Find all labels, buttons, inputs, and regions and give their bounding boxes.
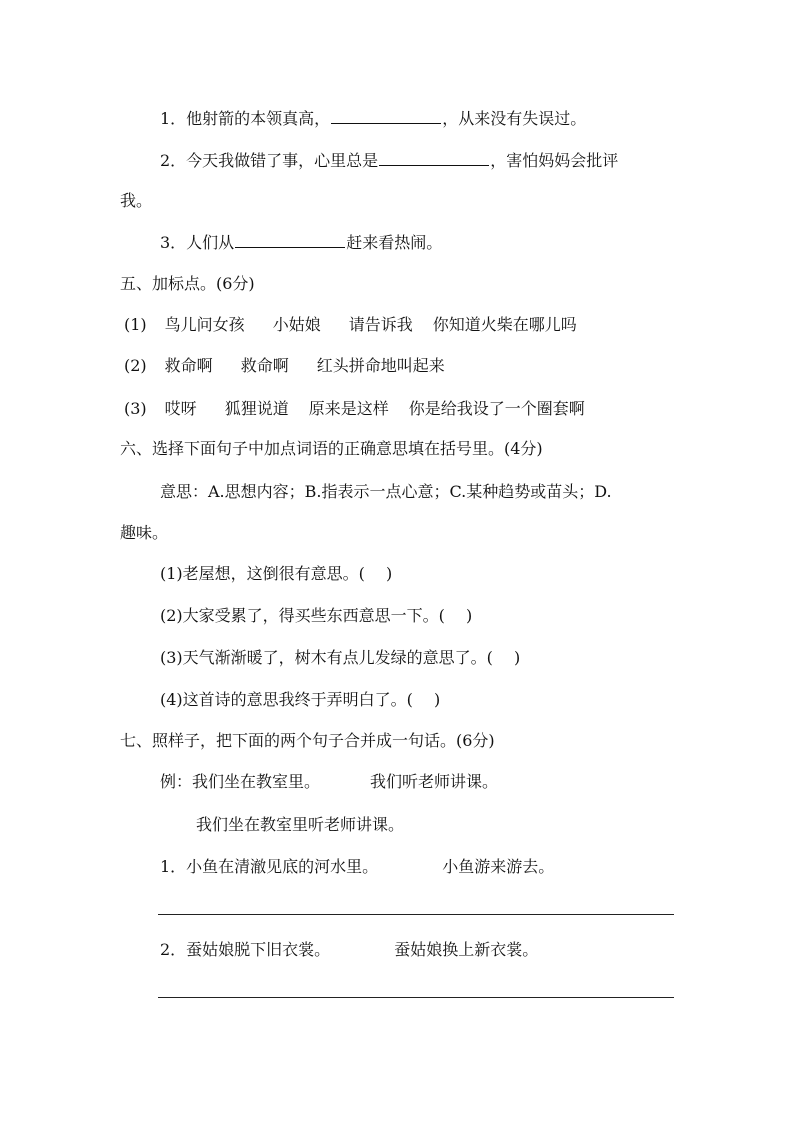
s4-q1-prefix: 1．他射箭的本领真高， <box>160 109 331 128</box>
s5-item-2-num: (2) <box>124 356 147 375</box>
s5-item-1-part: 鸟儿问女孩 <box>164 315 245 334</box>
s4-q1-suffix: ，从来没有失误过。 <box>442 109 587 128</box>
s7-heading: 七、照样子，把下面的两个句子合并成一句话。(6分) <box>120 731 495 750</box>
s5-item-2 <box>124 355 445 377</box>
s6-meanings-continuation: 趣味。 <box>120 523 169 542</box>
s6-question-1: (1)老屋想，这倒很有意思。( ) <box>160 564 393 583</box>
s4-q2-continuation: 我。 <box>120 191 153 210</box>
s7-example-result: 我们坐在教室里听老师讲课。 <box>196 815 405 834</box>
s6-question-2: (2)大家受累了，得买些东西意思一下。( ) <box>160 606 473 625</box>
s7-q2-sentence-a: 2．蚕姑娘脱下旧衣裳。 <box>160 940 331 959</box>
s5-item-3 <box>124 398 585 420</box>
s5-item-2-part: 救命啊 <box>164 356 213 375</box>
s6-heading: 六、选择下面句子中加点词语的正确意思填在括号里。(4分) <box>120 439 543 458</box>
s5-item-3-part: 狐狸说道 <box>224 399 289 418</box>
s5-item-3-part: 原来是这样 <box>308 399 389 418</box>
s4-q3-prefix: 3．人们从 <box>160 233 235 252</box>
s7-q2-answer-line[interactable] <box>158 997 674 998</box>
s4-q2-prefix: 2．今天我做错了事，心里总是 <box>160 151 379 170</box>
s5-item-2-part: 救命啊 <box>240 356 289 375</box>
s6-question-4: (4)这首诗的意思我终于弄明白了。( ) <box>160 690 441 709</box>
s5-item-1-part: 请告诉我 <box>348 315 413 334</box>
s7-question-1 <box>160 856 554 878</box>
s6-question-3: (3)天气渐渐暖了，树木有点儿发绿的意思了。( ) <box>160 648 521 667</box>
s7-example-line <box>160 771 498 793</box>
s7-example-sentence-b: 我们听老师讲课。 <box>370 772 499 791</box>
s4-q1-blank[interactable] <box>331 107 441 124</box>
s4-question-1 <box>160 107 586 130</box>
s4-q3-suffix: 赶来看热闹。 <box>346 233 443 252</box>
s4-q2-suffix: ，害怕妈妈会批评 <box>490 151 619 170</box>
s5-item-3-part: 你是给我设了一个圈套啊 <box>408 399 585 418</box>
s4-q2-blank[interactable] <box>379 149 489 166</box>
s5-item-3-num: (3) <box>124 399 147 418</box>
s7-q1-sentence-b: 小鱼游来游去。 <box>442 857 555 876</box>
s7-q1-answer-line[interactable] <box>158 914 674 915</box>
s7-example-sentence-a: 例：我们坐在教室里。 <box>160 772 321 791</box>
s7-q1-sentence-a: 1．小鱼在清澈见底的河水里。 <box>160 857 379 876</box>
s6-meanings: 意思：A.思想内容；B.指表示一点心意；C.某种趋势或苗头；D. <box>160 482 612 501</box>
s4-q3-blank[interactable] <box>235 231 345 248</box>
s4-question-3 <box>160 231 442 254</box>
s5-item-1-part: 你知道火柴在哪儿吗 <box>432 315 577 334</box>
s4-question-2 <box>160 149 618 172</box>
s5-item-2-part: 红头拼命地叫起来 <box>316 356 445 375</box>
s5-item-1-part: 小姑娘 <box>272 315 321 334</box>
s5-item-3-part: 哎呀 <box>164 399 197 418</box>
s7-q2-sentence-b: 蚕姑娘换上新衣裳。 <box>394 940 539 959</box>
s5-item-1 <box>124 314 577 336</box>
s5-heading: 五、加标点。(6分) <box>120 274 255 293</box>
s5-item-1-num: (1) <box>124 315 147 334</box>
s7-question-2 <box>160 939 538 961</box>
